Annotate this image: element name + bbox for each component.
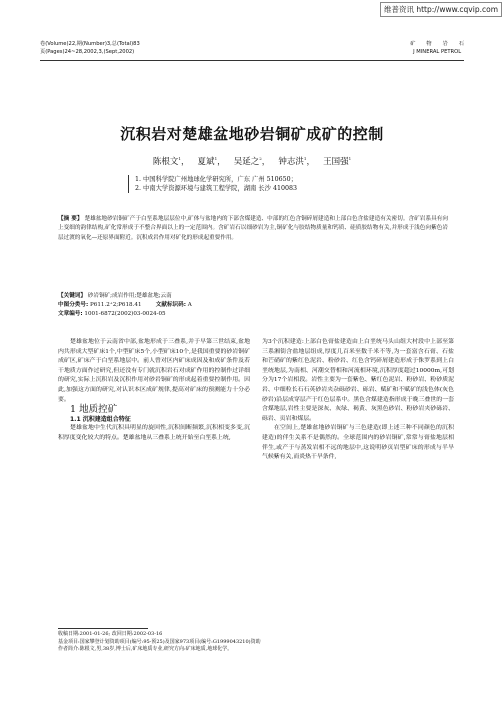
article-no-label: 文章编号: xyxy=(58,311,83,317)
journal-name-en: J MINERAL PETROL xyxy=(413,49,462,55)
keywords xyxy=(58,292,448,301)
subsection-heading: 1.1 沉积建造组合特征 xyxy=(70,415,131,423)
body-paragraph: 楚雄盆地中生代沉积具明显的旋回性,沉积间断频繁,沉积相变多变,沉积厚度变化较大的特点。楚雄盆地从三叠系上统开始至白垩系上统, xyxy=(58,425,250,441)
left-column xyxy=(58,338,250,444)
section-heading: 1 地质控矿 xyxy=(70,404,118,416)
pages-line: 页(Pages)24~28,2002,3,(Sept,2002) xyxy=(40,49,135,55)
journal-volume-info xyxy=(40,40,140,56)
author-affiliation-mark: 1 xyxy=(303,156,307,162)
footnote xyxy=(58,631,458,654)
author-affiliation-mark: 1 xyxy=(214,156,218,162)
header-rule xyxy=(40,60,464,61)
footnote-received: 收稿日期:2001-01-26; 改回日期:2002-03-16 xyxy=(58,631,163,637)
abstract-text: 楚雄盆地砂岩铜矿产于白垩系地层层位中,矿体与盆地内的下部含煤建造、中部的红色含铜碎屑建造和上部白色含盐建造有关密切。含矿岩系具有向上变细的韵律结构,矿化常形成于不整合界面以上的一定范围内。含矿岩石以细砂岩为主,铜矿化与胶结物质量和钙质、硅质胶结物有关,并形成于浅色向紫色岩层过渡的氧化—还原界面附近。沉积成岩作用对矿化的形成起重要作用。 xyxy=(58,216,449,241)
right-column xyxy=(262,338,454,463)
journal-name xyxy=(410,40,475,56)
volume-line: 卷(Volume)22,期(Number)3,总(Total)83 xyxy=(40,41,140,47)
classification-line xyxy=(58,301,448,310)
affiliation-2: 2. 中南大学资源环境与建筑工程学院，湖南 长沙 410083 xyxy=(135,185,297,192)
affiliation-1: 1. 中国科学院广州地球化学研究所，广东 广州 510650； xyxy=(135,176,297,183)
keywords-label: 【关键词】 xyxy=(58,293,86,299)
author-name: 王国强 xyxy=(323,157,349,167)
clc-label: 中图分类号: xyxy=(58,302,89,308)
author-list: 陈根文$^1$， 夏斌$^1$， 吴延之$^2$， 钟志洪$^1$， 王国强$^1$ xyxy=(152,156,352,167)
footnote-rule xyxy=(58,628,148,629)
article-no-value: 1001-6872(2002)03-0024-05 xyxy=(84,311,166,317)
author-affiliation-mark: 2 xyxy=(259,156,262,162)
abstract-label: 【摘 要】 xyxy=(58,216,83,222)
author-name: 夏斌 xyxy=(197,157,215,167)
doc-code-label: 文献标识码: xyxy=(155,302,186,308)
author-affiliation-mark: 1 xyxy=(348,156,352,162)
author-affiliation-mark: 1 xyxy=(178,156,181,162)
body-paragraph: 在空间上,楚雄盆地砂岩铜矿与三色建造(即上述三种不同颜色的沉积建造)的伴生关系不是偶然的。全球范围内的砂岩铜矿,常常与膏盐地层相伴生,或产于与蒸发岩相不远的地层中,这说明砂页岩型矿床的形成与半旱气候紫有关,而炎热干旱条件, xyxy=(262,425,454,461)
author-name: 陈根文 xyxy=(152,157,179,167)
author-name: 吴延之 xyxy=(233,157,260,167)
footnote-author: 作者简介:陈根文,男,38岁,博士后,矿床地质专业,研究方向:矿床地质,地球化学。 xyxy=(58,646,233,653)
clc-value: P611.2⁺2;P618.41 xyxy=(90,302,142,308)
author-name: 钟志洪 xyxy=(278,157,304,167)
paper-title: 沉积岩对楚雄盆地砂岩铜矿成矿的控制 xyxy=(120,125,384,143)
intro-paragraph: 楚雄盆地位于云南省中部,盆地形成于三叠系,并于早第三世结束,盆地内共形成大型矿床1个,中型矿床5个,小型矿床10个,是我国重要的砂岩铜矿成矿区,矿床产于白垩系地层中。前人曾对区内矿床成因及和成矿条件及若干地质方面作过研究,但还没有专门就沉积岩石对成矿作用的控制作过详细的研究,实际上沉积岩及沉积作用对砂岩铜矿的形成起着重要控制作用。因此,加强这方面的研究,对认识本区成矿规律,提高对矿床的预测能力十分必要。 xyxy=(58,339,250,403)
watermark-banner[interactable]: 维普资讯 http://www.cqvip.com xyxy=(380,2,502,17)
journal-name-cn: 矿物岩石 xyxy=(410,41,475,47)
keywords-text: 砂岩铜矿;成岩作用;楚雄盆地;云南 xyxy=(87,293,172,299)
article-number-line xyxy=(58,310,448,319)
abstract xyxy=(58,215,448,243)
footnote-fund: 基金项目:国家攀登计划资助项目(编号:95-预25)及国家973项目(编号:G1999043210)资助 xyxy=(58,638,261,645)
doc-code-value: A xyxy=(187,302,192,308)
affiliations xyxy=(128,175,297,193)
body-paragraph: 为3个沉积建造:上部白色膏盐建造由上白垩统马头山组大村段中上部至第三系湘街含盐地层组成,厚度几百米至数千米不等,为一套富含石膏、石盐和芒硝矿的紫红色泥岩、粉砂岩、红色含钙碎屑建造形成于侏罗系到上白垩统地层,为南相、河潮交替相和河流相环境,沉积厚度超过10000m,可划分为17个岩相段。岩性主要为一套紫色、紫红色泥岩、粉砂岩、粉砂质泥岩、中细粒长石石英砂岩夹杂砾砂岩、砾岩、赋矿和不赋矿的浅色体(灰色砂岩)沿层成穿层产于红色层系中。黑色含煤建造指形成于晚三叠世的一套含煤地层,岩性主要是深灰、灰绿、褐黄、灰黑色砂岩、粉砂岩夹砂砾岩、砾岩、页岩和煤层。 xyxy=(262,339,454,422)
